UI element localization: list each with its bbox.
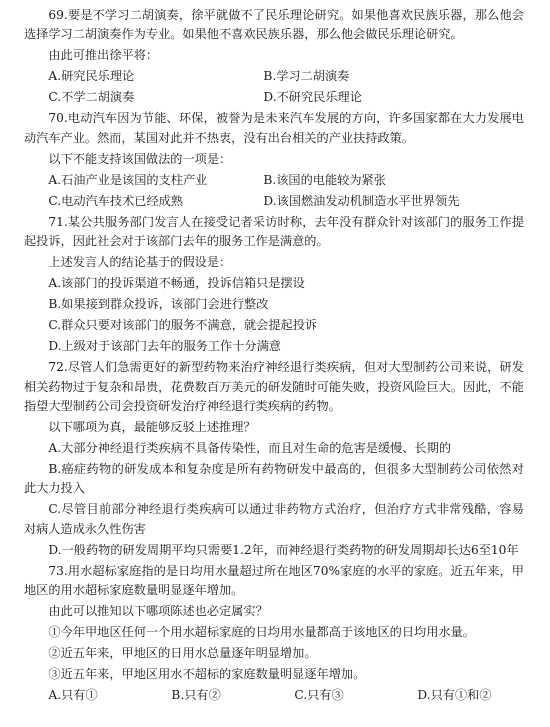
option-a[interactable]: A.研究民乐理论 xyxy=(48,69,135,84)
option-c[interactable]: C.尽管目前部分神经退行类疾病可以通过非药物方式治疗，但治疗方式非常残酷，容易对病人造成永久性伤害 xyxy=(24,502,524,536)
question-73 xyxy=(24,562,524,706)
question-72-stem: 72.尽管人们急需更好的新型药物来治疗神经退行类疾病，但对大型制药公司来说，研发相关药物过于复杂和昂贵，花费数百万美元的研发随时可能失败，投资风险巨大。因此，不能指望大型制药公司会投资研发治疗神经退行类疾病的药物。 xyxy=(24,360,524,414)
option-d[interactable]: D.该国燃油发动机制造水平世界领先 xyxy=(263,193,460,208)
option-c[interactable]: C.群众只要对该部门的服务不满意，就会提起投诉 xyxy=(48,318,318,333)
option-c[interactable]: C.电动汽车技术已经成熟 xyxy=(48,193,184,208)
statement-3: ③近五年来，甲地区用水不超标的家庭数量明显逐年增加。 xyxy=(48,667,366,682)
option-a[interactable]: A.石油产业是该国的支柱产业 xyxy=(48,172,208,187)
question-72 xyxy=(24,358,524,560)
question-73-prompt: 由此可以推知以下哪项陈述也必定属实？ xyxy=(48,604,268,619)
question-72-prompt: 以下哪项为真，最能够反驳上述推理？ xyxy=(48,420,256,435)
question-73-options xyxy=(24,686,524,705)
option-b[interactable]: B.如果接到群众投诉，该部门会进行整改 xyxy=(48,297,269,312)
option-d[interactable]: D.不研究民乐理论 xyxy=(263,90,362,105)
statement-2: ②近五年来，甲地区的日用水总量逐年明显增加。 xyxy=(48,646,317,661)
question-73-stem: 73.用水超标家庭指的是日均用水量超过所在地区70%家庭的水平的家庭。近五年来，甲地区的用水超标家庭数量明显逐年增加。 xyxy=(24,563,524,598)
option-a[interactable]: A.该部门的投诉渠道不畅通，投诉信箱只是摆设 xyxy=(48,276,305,291)
option-a[interactable]: A.大部分神经退行类疾病不具备传染性，而且对生命的危害是缓慢、长期的 xyxy=(48,441,452,456)
option-b[interactable]: B.癌症药物的研发成本和复杂度是所有药物研发中最高的，但很多大型制药公司依然对此大力投入 xyxy=(24,462,524,496)
question-69-prompt: 由此可推出徐平将： xyxy=(48,48,159,63)
question-70-stem: 70.电动汽车因为节能、环保，被誉为是未来汽车发展的方向，许多国家都在大力发展电动汽车产业。然而，某国对此并不热衷，没有出台相关的产业扶持政策。 xyxy=(24,111,524,145)
option-d[interactable]: D.只有①和② xyxy=(417,688,492,703)
question-71-stem: 71.某公共服务部门发言人在接受记者采访时称，去年没有群众针对该部门的服务工作提起投诉，因此社会对于该部门去年的服务工作是满意的。 xyxy=(24,214,524,249)
question-70 xyxy=(24,109,524,211)
question-70-prompt: 以下不能支持该国做法的一项是： xyxy=(48,151,232,166)
option-c[interactable]: C.不学二胡演奏 xyxy=(48,90,135,105)
question-69-options-row-2 xyxy=(24,88,524,107)
question-71 xyxy=(24,213,524,357)
statement-1: ①今年甲地区任何一个用水超标家庭的日均用水量都高于该地区的日均用水量。 xyxy=(48,625,475,640)
option-b[interactable]: B.学习二胡演奏 xyxy=(263,69,350,84)
question-69-options-row-1 xyxy=(24,67,524,86)
option-d[interactable]: D.上级对于该部门去年的服务工作十分满意 xyxy=(48,339,281,354)
question-69-stem: 69.要是不学习二胡演奏，徐平就做不了民乐理论研究。如果他喜欢民族乐器，那么他会选择学习二胡演奏作为专业。如果他不喜欢民族乐器，那么他会做民乐理论研究。 xyxy=(24,8,524,42)
option-a[interactable]: A.只有① xyxy=(48,688,98,703)
question-69 xyxy=(24,6,524,108)
question-71-prompt: 上述发言人的结论基于的假设是： xyxy=(48,255,232,270)
question-70-options-row-1 xyxy=(24,171,524,190)
option-b[interactable]: B.该国的电能较为紧张 xyxy=(263,172,386,187)
option-d[interactable]: D.一般药物的研发周期平均只需要1.2年，而神经退行类药物的研发周期却长达6至10年 xyxy=(48,542,519,557)
option-c[interactable]: C.只有③ xyxy=(294,688,344,703)
option-b[interactable]: B.只有② xyxy=(171,688,221,703)
question-70-options-row-2 xyxy=(24,192,524,211)
